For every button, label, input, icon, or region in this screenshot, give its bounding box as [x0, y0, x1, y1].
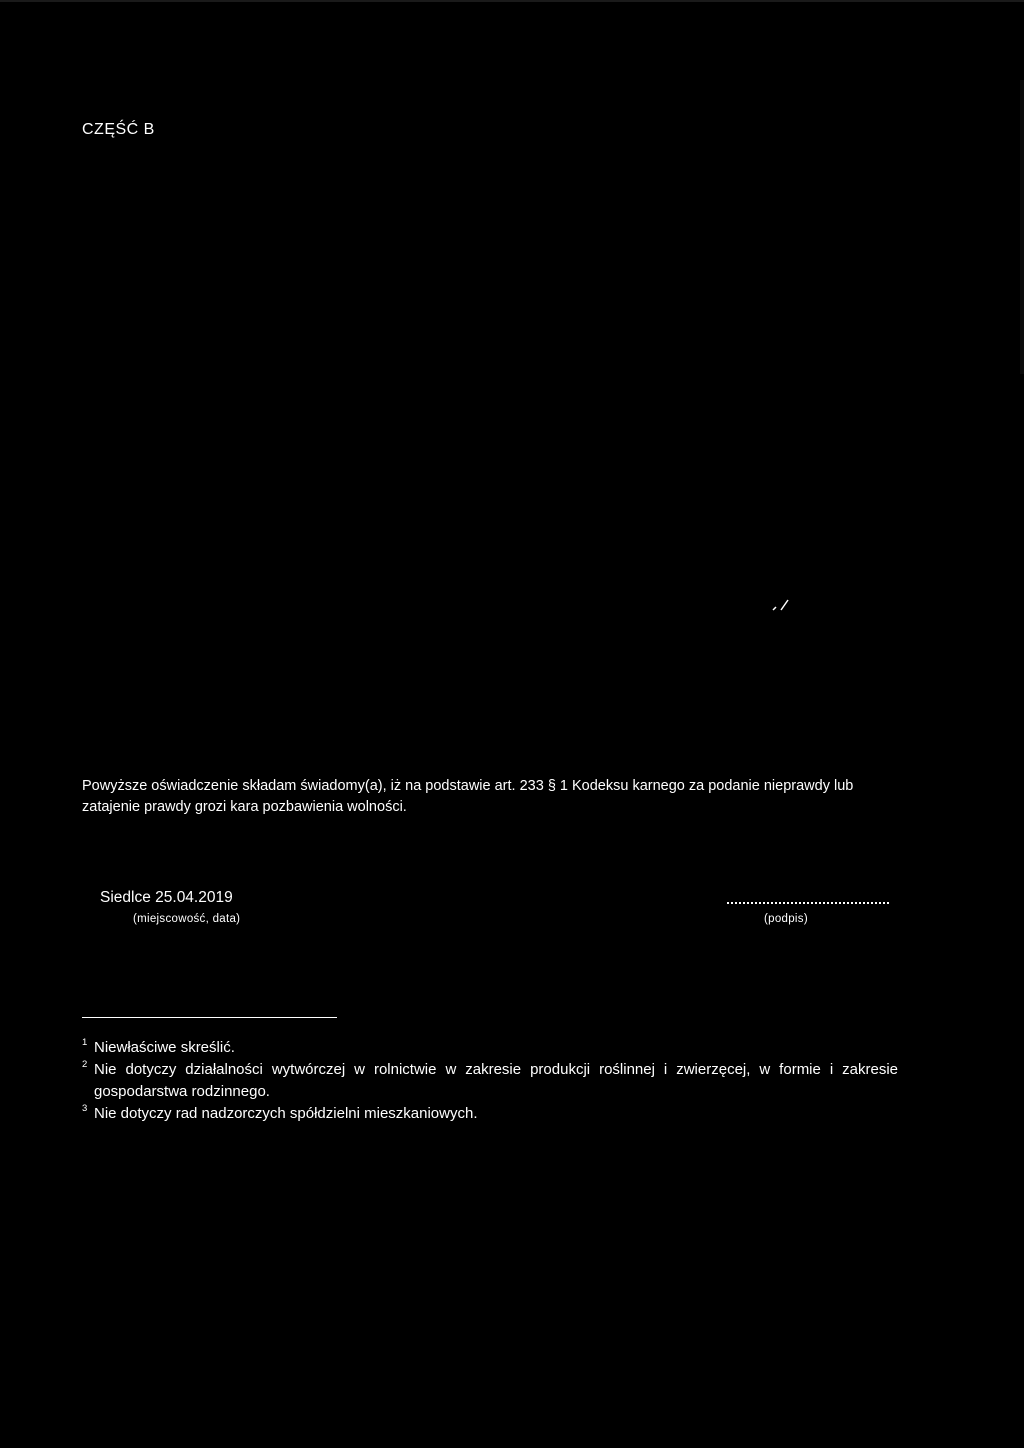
- signature-caption: (podpis): [764, 913, 808, 925]
- place-date-value: Siedlce 25.04.2019: [100, 889, 233, 906]
- footnotes-list: [82, 1037, 898, 1125]
- footnote-text: Niewłaściwe skreślić.: [94, 1039, 235, 1056]
- footnote-text: Nie dotyczy działalności wytwórczej w rolnictwie w zakresie produkcji roślinnej i zwierzęcej, w formie i zakresie gospodarstwa rodzinnego.: [94, 1061, 898, 1100]
- section-title: CZĘŚĆ B: [82, 121, 155, 138]
- page-edge-mark: [1020, 80, 1024, 374]
- declaration-text: Powyższe oświadczenie składam świadomy(a), iż na podstawie art. 233 § 1 Kodeksu karnego za podanie nieprawdy lub zatajenie prawdy grozi kara pozbawienia wolności.: [82, 778, 854, 815]
- footnote-number: 3: [82, 1103, 88, 1114]
- footnote-number: 2: [82, 1059, 88, 1070]
- signature-line: [727, 892, 889, 904]
- page-top-border: [0, 0, 1024, 2]
- footnote-3: [82, 1103, 898, 1125]
- footnote-text: Nie dotyczy rad nadzorczych spółdzielni mieszkaniowych.: [94, 1105, 478, 1122]
- footnote-2: [82, 1059, 898, 1103]
- place-date-caption: (miejscowość, data): [133, 913, 241, 925]
- stray-pen-mark: [769, 594, 799, 614]
- footnote-number: 1: [82, 1037, 88, 1048]
- footnote-1: [82, 1037, 898, 1059]
- footnote-separator: [82, 1017, 337, 1018]
